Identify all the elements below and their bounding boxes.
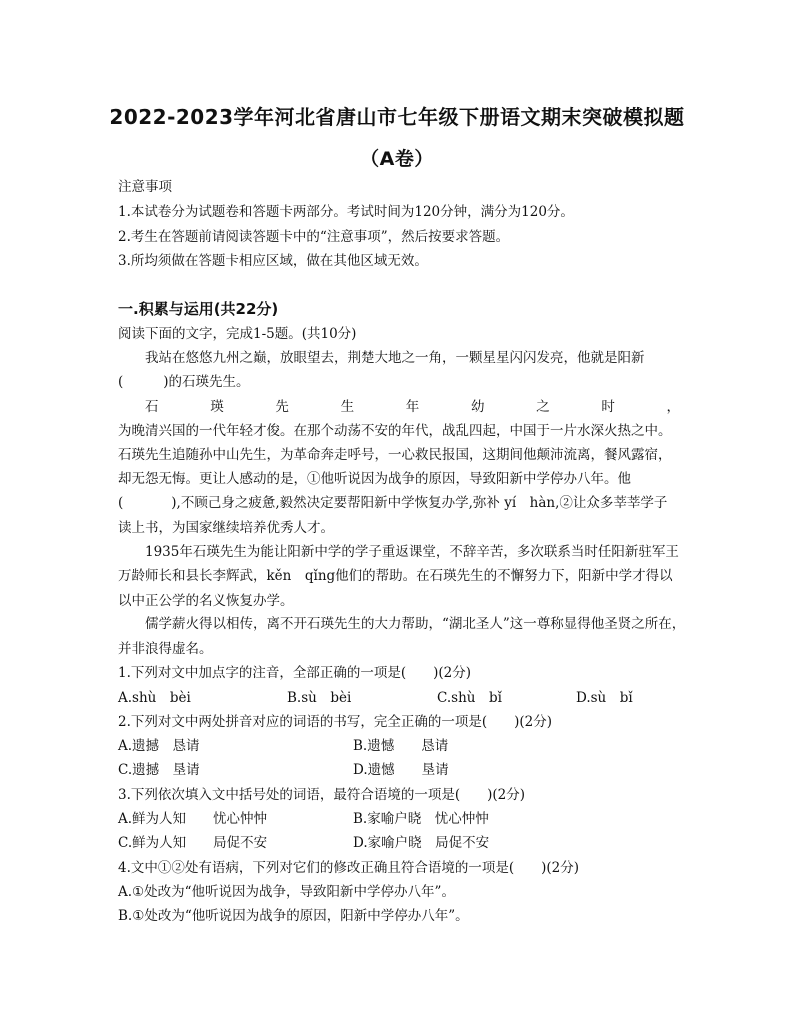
question-stem: 3.下列依次填入文中括号处的词语，最符合语境的一项是( )(2分) bbox=[118, 787, 526, 803]
passage-line bbox=[118, 373, 250, 391]
passage-line: 却无怨无悔。更让人感动的是，①他听说因为战争的原因，导致阳新中学停办八年。他 bbox=[118, 471, 631, 487]
notice-item: 3.所均须做在答题卡相应区域，做在其他区域无效。 bbox=[118, 253, 428, 269]
question-stem: 2.下列对文中两处拼音对应的词语的书写，完全正确的一项是( )(2分) bbox=[118, 714, 553, 730]
option-b: B.①处改为“他听说因为战争的原因，阳新中学停办八年”。 bbox=[118, 908, 469, 924]
section-heading: 一.积累与运用(共22分) bbox=[118, 300, 279, 318]
option-d: D.家喻户晓 局促不安 bbox=[353, 835, 490, 851]
passage-line: 以中正公学的名义恢复办学。 bbox=[118, 593, 294, 609]
exam-title: 2022-2023学年河北省唐山市七年级下册语文期末突破模拟题 bbox=[109, 105, 685, 129]
option-a: A.shù bèi bbox=[118, 690, 191, 706]
spread-char: ， bbox=[666, 399, 680, 415]
spread-char: 生 bbox=[340, 399, 355, 415]
reading-intro: 阅读下面的文字，完成1-5题。(共10分) bbox=[118, 326, 357, 342]
passage-line: 读上书，为国家继续培养优秀人才。 bbox=[118, 520, 334, 536]
exam-subtitle: （A卷） bbox=[360, 148, 434, 170]
passage-text: )的石瑛先生。 bbox=[163, 374, 250, 390]
passage-line: 石瑛先生追随孙中山先生，为革命奔走呼号，一心救民报国，这期间他颠沛流离，餐风露宿， bbox=[118, 447, 672, 463]
spread-char: 先 bbox=[275, 399, 289, 415]
passage-line: 1935年石瑛先生为能让阳新中学的学子重返课堂，不辞辛苦，多次联系当时任阳新驻军王 bbox=[145, 544, 679, 560]
spread-char: 幼 bbox=[470, 399, 485, 415]
spread-char: 年 bbox=[405, 399, 420, 415]
spread-char: 石 bbox=[145, 399, 159, 415]
question-stem: 1.下列对文中加点字的注音，全部正确的一项是( )(2分) bbox=[118, 665, 472, 681]
option-d: D.sù bǐ bbox=[576, 690, 633, 706]
bracket-open: ( bbox=[118, 374, 124, 390]
option-a: A.遗撼 恳请 bbox=[118, 738, 200, 754]
option-a: A.鲜为人知 忧心忡忡 bbox=[118, 811, 268, 827]
option-a: A.①处改为“他听说因为战争，导致阳新中学停办八年”。 bbox=[118, 884, 455, 900]
notice-item: 2.考生在答题前请阅读答题卡中的“注意事项”，然后按要求答题。 bbox=[118, 229, 510, 245]
passage-line: 万龄师长和县长李辉武，kěn qǐng他们的帮助。在石瑛先生的不懈努力下，阳新中学才得以 bbox=[118, 568, 673, 584]
bracket-open: ( bbox=[118, 495, 124, 511]
notice-item: 1.本试卷分为试题卷和答题卡两部分。考试时间为120分钟，满分为120分。 bbox=[118, 204, 574, 220]
passage-line bbox=[118, 494, 667, 512]
option-c: C.遗撼 垦请 bbox=[118, 762, 200, 778]
passage-line: 儒学薪火得以相传，离不开石瑛先生的大力帮助，“湖北圣人”这一尊称显得他圣贤之所在， bbox=[145, 616, 686, 632]
spread-line bbox=[145, 398, 680, 416]
spread-char: 之 bbox=[536, 399, 550, 415]
notice-heading: 注意事项 bbox=[118, 179, 172, 195]
option-b: B.家喻户晓 忧心忡忡 bbox=[353, 811, 489, 827]
passage-line: 我站在悠悠九州之巅，放眼望去，荆楚大地之一角，一颗星星闪闪发亮，他就是阳新 bbox=[145, 350, 645, 366]
question-stem: 4.文中①②处有语病，下列对它们的修改正确且符合语境的一项是( )(2分) bbox=[118, 860, 580, 876]
option-c: C.shù bǐ bbox=[437, 690, 502, 706]
spread-char: 时 bbox=[601, 399, 615, 415]
option-b: B.遗憾 恳请 bbox=[353, 738, 449, 754]
passage-text: ),不顾己身之疲惫,毅然决定要帮阳新中学恢复办学,弥补 yí hàn,②让众多莘莘学子 bbox=[171, 495, 668, 511]
option-b: B.sù bèi bbox=[287, 690, 352, 706]
spread-char: 瑛 bbox=[210, 399, 224, 415]
passage-line: 并非浪得虚名。 bbox=[118, 641, 213, 657]
passage-line: 为晚清兴国的一代年轻才俊。在那个动荡不安的年代，战乱四起，中国于一片水深火热之中。 bbox=[118, 423, 672, 439]
option-d: D.遗憾 垦请 bbox=[353, 762, 449, 778]
option-c: C.鲜为人知 局促不安 bbox=[118, 835, 268, 851]
